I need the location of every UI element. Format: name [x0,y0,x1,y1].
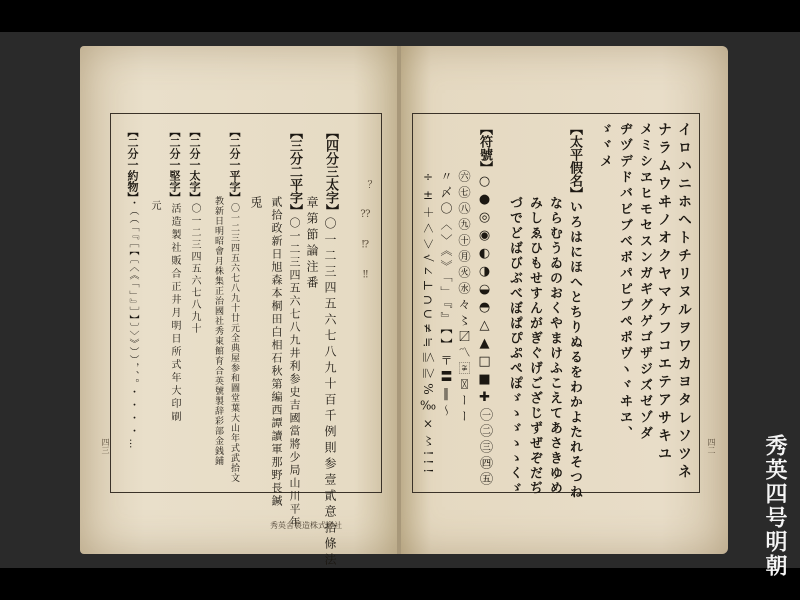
right-col-3 [636,122,652,442]
bottom-letterbox [0,568,800,600]
caption-title: 秀英四号明朝 [762,434,788,578]
right-col-13-text: ÷±＋＜＞√∠⊥∩∪≠≒≦≧%‰×〻!!! [421,170,435,478]
left-col-5-text: 兎 [249,196,263,212]
left-col-2 [304,196,320,292]
left-col-8-header: 【二分一太字】 [188,126,201,203]
right-col-4 [616,122,632,442]
left-col-6 [226,126,242,483]
left-page-frame [110,113,382,493]
right-col-10-text: ○●◎◉◐◑◒◓△▲□■✚㊀㊁㊂㊃㊄ [477,174,492,488]
right-col-5-text: ゞヾメ [597,122,612,170]
left-col-8-text: 〇一二三四五六七八九十 [189,203,200,335]
right-col-6-header: 【太平假名】 [567,122,582,200]
left-col-3 [286,126,302,529]
left-col-9 [166,126,182,424]
right-col-9-text: づでどばびぶべぼぱぴぷぺぽゞゝゞゝゝくゞ [507,196,522,496]
left-col-1-header: 【四分三太字】 [323,126,338,217]
left-col-1 [322,126,338,569]
right-col-5 [596,122,612,170]
left-col-7 [210,196,226,466]
left-page-number: 四三 [101,438,110,454]
right-col-2-text: ナラムウヰノオクヤマケフコエテアサキユ [656,122,672,464]
left-col-2-text: 章第節論注番 [305,196,319,292]
right-page-number: 四二 [707,438,716,454]
right-col-7 [546,196,562,496]
right-col-10 [476,122,492,488]
right-col-11-text: ㊅㊆㊇㊈㊉㊊㊋㊌々〻〼〽〾〿ーー [457,170,471,426]
left-dotted-marks: ？ ⁇ ⁉ ‼ [360,180,371,289]
left-col-10-text: 元 [149,200,160,214]
book-spine [397,46,401,554]
right-col-8 [526,196,542,496]
right-col-7-text: ならむうゐのおくやまけふこえてあさきゆめ [547,196,562,496]
left-col-3-header: 【三分二平字】 [287,126,302,217]
left-col-9-header: 【二分一堅字】 [168,126,181,203]
right-col-2 [656,122,672,464]
right-col-13 [420,170,436,477]
right-col-11 [456,170,472,426]
left-col-7-text: 教新日明昭會月株集正治國社秀東館育合英號製辞彩部金銭鋪 [213,196,223,466]
left-col-6-header: 【二分一平字】 [228,126,241,203]
left-col-11-text: ・（（「『［【〔〈《「」』］】〕〉》）），、。・・・・… [127,197,138,452]
right-col-9 [506,196,522,496]
left-col-11 [124,126,140,452]
left-col-4-text: 貳拾政新日旭森本桐田白相石秋第編西譚讀軍那野長鍼 [270,196,283,508]
right-col-3-text: メミシヱヒモセスンガギグゲゴザジズゼゾダ [637,122,652,442]
left-col-6-text: 〇一二三四五六七八九十廿元全典屋参和圖堂葉大山年式武拾文 [229,203,239,483]
top-letterbox [0,0,800,32]
right-col-1-text: イロハニホヘトチリヌルヲワカヨタレソツネ [676,122,692,482]
left-col-3-text: 〇一二三四五六七八九井利参史吉國當將少局山川平年 [288,217,301,529]
right-col-12 [438,170,454,420]
left-publisher-imprint: 秀英舍製造株式會社 [270,521,342,530]
left-col-9-text: 活造製社販合正井月明日所式年大印刷 [169,203,180,424]
right-col-10-header: 【符號】 [477,122,492,174]
right-col-12-text: 〃〆〇〈〉《》「」『』【】〒〓‖〜 [439,170,453,420]
left-col-1-text: 〇一二三四五六七八九十百千例則参壹貳意拾條法 [323,217,337,569]
left-col-11-header: 【二分一約物】 [126,126,139,198]
right-col-1 [676,122,692,482]
right-col-8-text: みしゑひもせすんがぎぐげござじずぜぞだぢ [527,196,542,496]
left-col-5 [248,196,264,212]
left-col-8 [186,126,202,335]
left-col-10 [146,200,162,214]
right-col-6-text: いろはにほへとちりぬるをわかよたれそつね [567,200,582,500]
right-col-6 [566,122,582,500]
left-col-4 [268,196,284,508]
right-col-4-text: ヂヅデドバビブベボパピプペポヴヽヾヰヱ、 [617,122,632,442]
